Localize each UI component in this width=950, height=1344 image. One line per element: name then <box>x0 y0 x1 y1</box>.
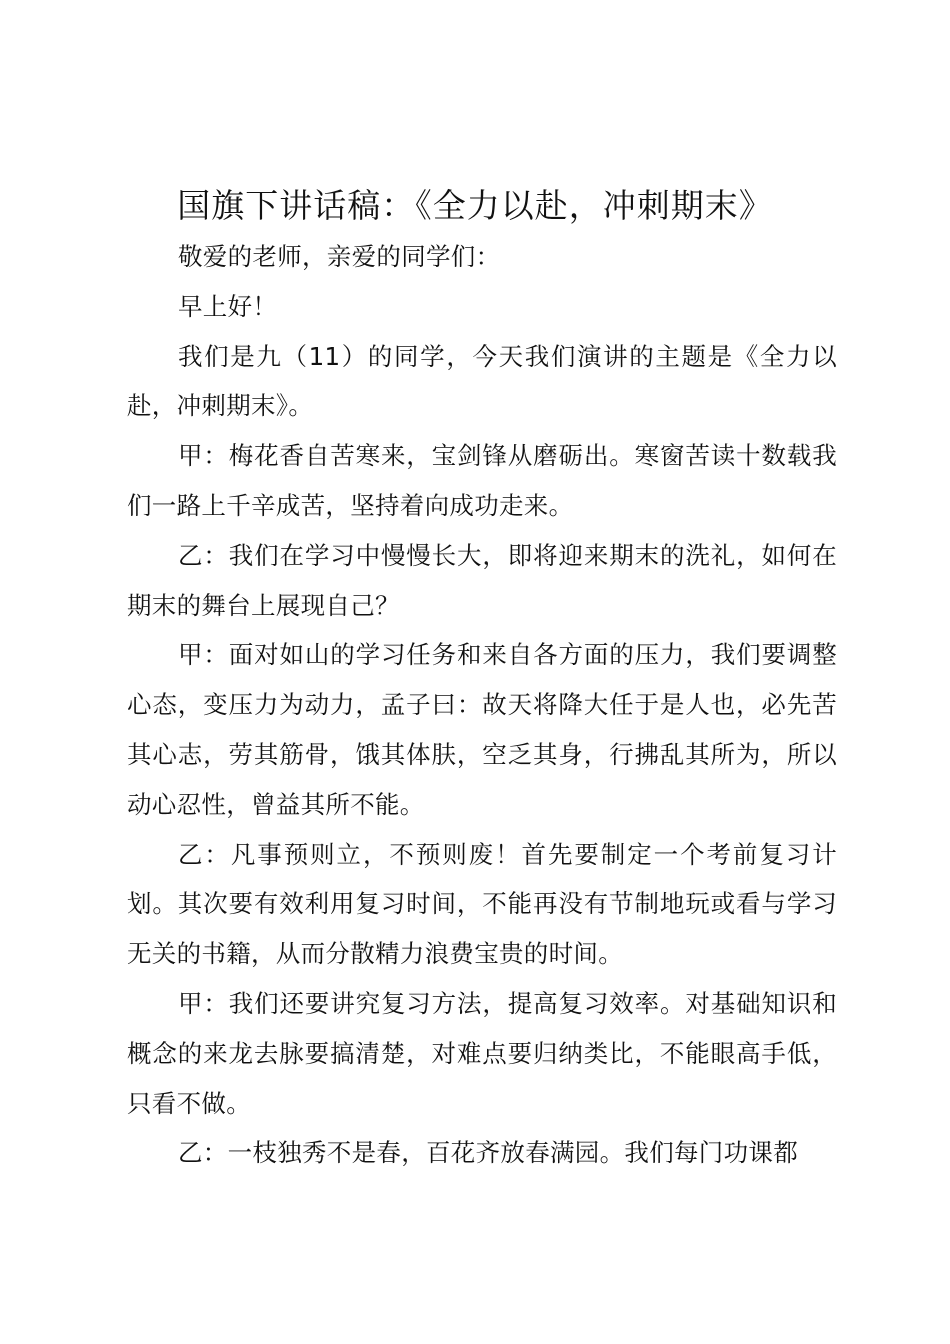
paragraph-speaker-a-3: 甲：我们还要讲究复习方法，提高复习效率。对基础知识和概念的来龙去脉要搞清楚，对难点要归纳类比，不能眼高手低，只看不做。 <box>127 988 837 1118</box>
paragraph-speaker-b-3: 乙：一枝独秀不是春，百花齐放春满园。我们每门功课都 <box>178 1138 798 1168</box>
paragraph-greeting: 早上好！ <box>178 291 278 321</box>
document-body <box>127 232 837 1178</box>
paragraph-speaker-a-2: 甲：面对如山的学习任务和来自各方面的压力，我们要调整心态，变压力为动力，孟子曰：故天将降大任于是人也，必先苦其心志，劳其筋骨，饿其体肤，空乏其身，行拂乱其所为，所以动心忍性，曾益其所不能。 <box>127 640 837 819</box>
paragraph-theme: 我们是九（11）的同学，今天我们演讲的主题是《全力以赴，冲刺期末》。 <box>127 341 837 421</box>
paragraph-speaker-b-1: 乙：我们在学习中慢慢长大，即将迎来期末的洗礼，如何在期末的舞台上展现自己？ <box>127 540 837 620</box>
paragraph-speaker-a-1: 甲：梅花香自苦寒来，宝剑锋从磨砺出。寒窗苦读十数载我们一路上千辛成苦，坚持着向成功走来。 <box>127 441 837 520</box>
paragraph-speaker-b-2: 乙：凡事预则立，不预则废！首先要制定一个考前复习计划。其次要有效利用复习时间，不能再没有节制地玩或看与学习无关的书籍，从而分散精力浪费宝贵的时间。 <box>127 839 837 969</box>
document-title: 国旗下讲话稿：《全力以赴，冲刺期末》 <box>177 186 773 225</box>
paragraph-salutation: 敬爱的老师，亲爱的同学们： <box>178 242 501 271</box>
